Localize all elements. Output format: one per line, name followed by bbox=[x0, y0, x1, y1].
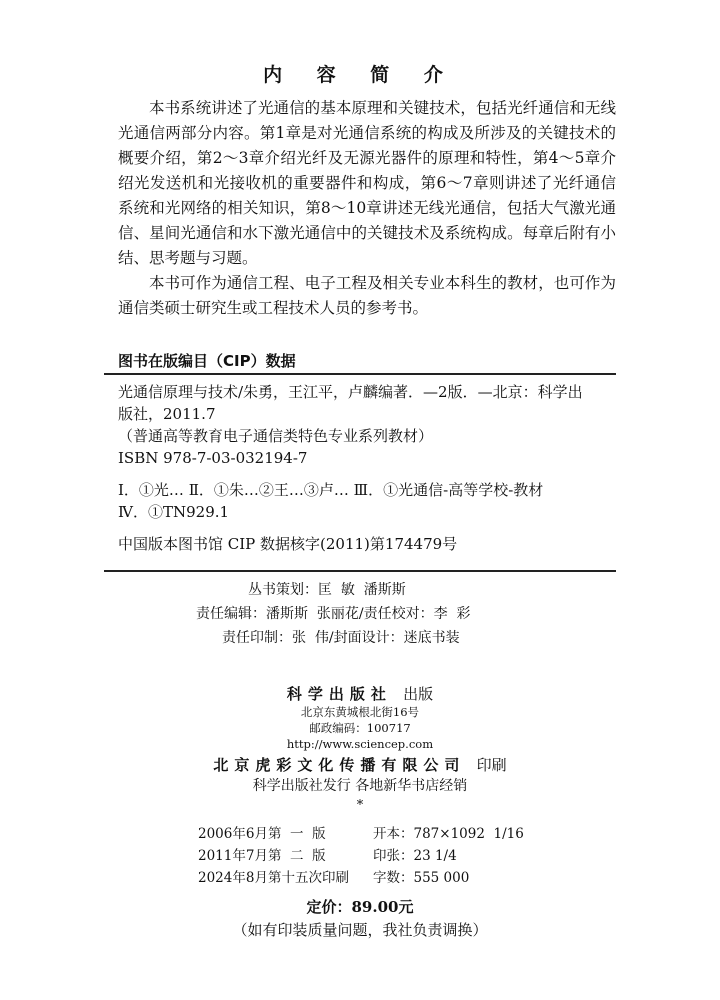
cip-line: 光通信原理与技术/朱勇，王江平，卢麟编著．—2版．—北京：科学出 bbox=[118, 383, 583, 401]
distribution-line: 科学出版社发行 各地新华书店经销 bbox=[252, 778, 468, 794]
summary-paragraph-2: 本书可作为通信工程、电子工程及相关专业本科生的教材，也可作为通信类硕士研究生或工程技术人员的参考书。 bbox=[118, 274, 616, 317]
quality-note: （如有印装质量问题，我社负责调换） bbox=[232, 921, 488, 939]
divider-top bbox=[104, 373, 616, 375]
staff-credits bbox=[0, 578, 720, 650]
cip-line: Ⅳ．①TN929.1 bbox=[118, 503, 230, 521]
cip-line: ISBN 978-7-03-032194-7 bbox=[118, 449, 308, 467]
cip-heading: 图书在版编目（CIP）数据 bbox=[118, 352, 296, 370]
cip-line: 版社，2011.7 bbox=[118, 405, 216, 423]
cip-line: （普通高等教育电子通信类特色专业系列教材） bbox=[118, 427, 434, 445]
printer-name: 北京虎彩文化传播有限公司 印刷 bbox=[213, 756, 507, 774]
publisher-postcode: 邮政编码：100717 bbox=[309, 721, 411, 735]
publisher-block bbox=[0, 683, 720, 815]
publisher-website: http://www.sciencep.com bbox=[286, 737, 434, 751]
edition-row: 2024年8月第十五次印刷 字数：555 000 bbox=[198, 870, 470, 886]
summary-text bbox=[118, 96, 616, 321]
publisher-name: 科学出版社 出版 bbox=[286, 685, 434, 703]
cip-line: 中国版本图书馆 CIP 数据核字(2011)第174479号 bbox=[118, 535, 458, 553]
production-credits: 责任印制：张 伟/封面设计：迷底书装 bbox=[222, 630, 460, 646]
cip-block bbox=[118, 381, 618, 555]
edition-row: 2006年6月第 一 版 开本：787×1092 1/16 bbox=[198, 826, 524, 842]
separator-star: * bbox=[356, 798, 364, 813]
edition-info bbox=[198, 823, 598, 889]
edition-row: 2011年7月第 二 版 印张：23 1/4 bbox=[198, 848, 457, 864]
series-planning: 丛书策划：匡 敏 潘斯斯 bbox=[248, 582, 406, 598]
responsible-editors: 责任编辑：潘斯斯 张丽花/责任校对：李 彩 bbox=[196, 606, 471, 622]
page-title: 内 容 简 介 bbox=[263, 64, 457, 86]
summary-paragraph-1: 本书系统讲述了光通信的基本原理和关键技术，包括光纤通信和无线光通信两部分内容。第1章是对光通信系统的构成及所涉及的关键技术的概要介绍，第2～3章介绍光纤及无源光器件的原理和特性，第4～5章介绍光发送机和光接收机的重要器件和构成，第6～7章则讲述了光纤通信系统和光网络的相关知识，第8～10章讲述无线光通信，包括大气激光通信、星间光通信和水下激光通信中的关键技术及系统构成。每章后附有小结、思考题与习题。 bbox=[118, 99, 616, 267]
price: 定价：89.00元 bbox=[306, 898, 414, 916]
divider-bottom bbox=[104, 570, 616, 572]
cip-line: Ⅰ．①光… Ⅱ．①朱…②王…③卢… Ⅲ．①光通信-高等学校-教材 bbox=[118, 481, 544, 499]
publisher-address: 北京东黄城根北街16号 bbox=[300, 705, 420, 719]
